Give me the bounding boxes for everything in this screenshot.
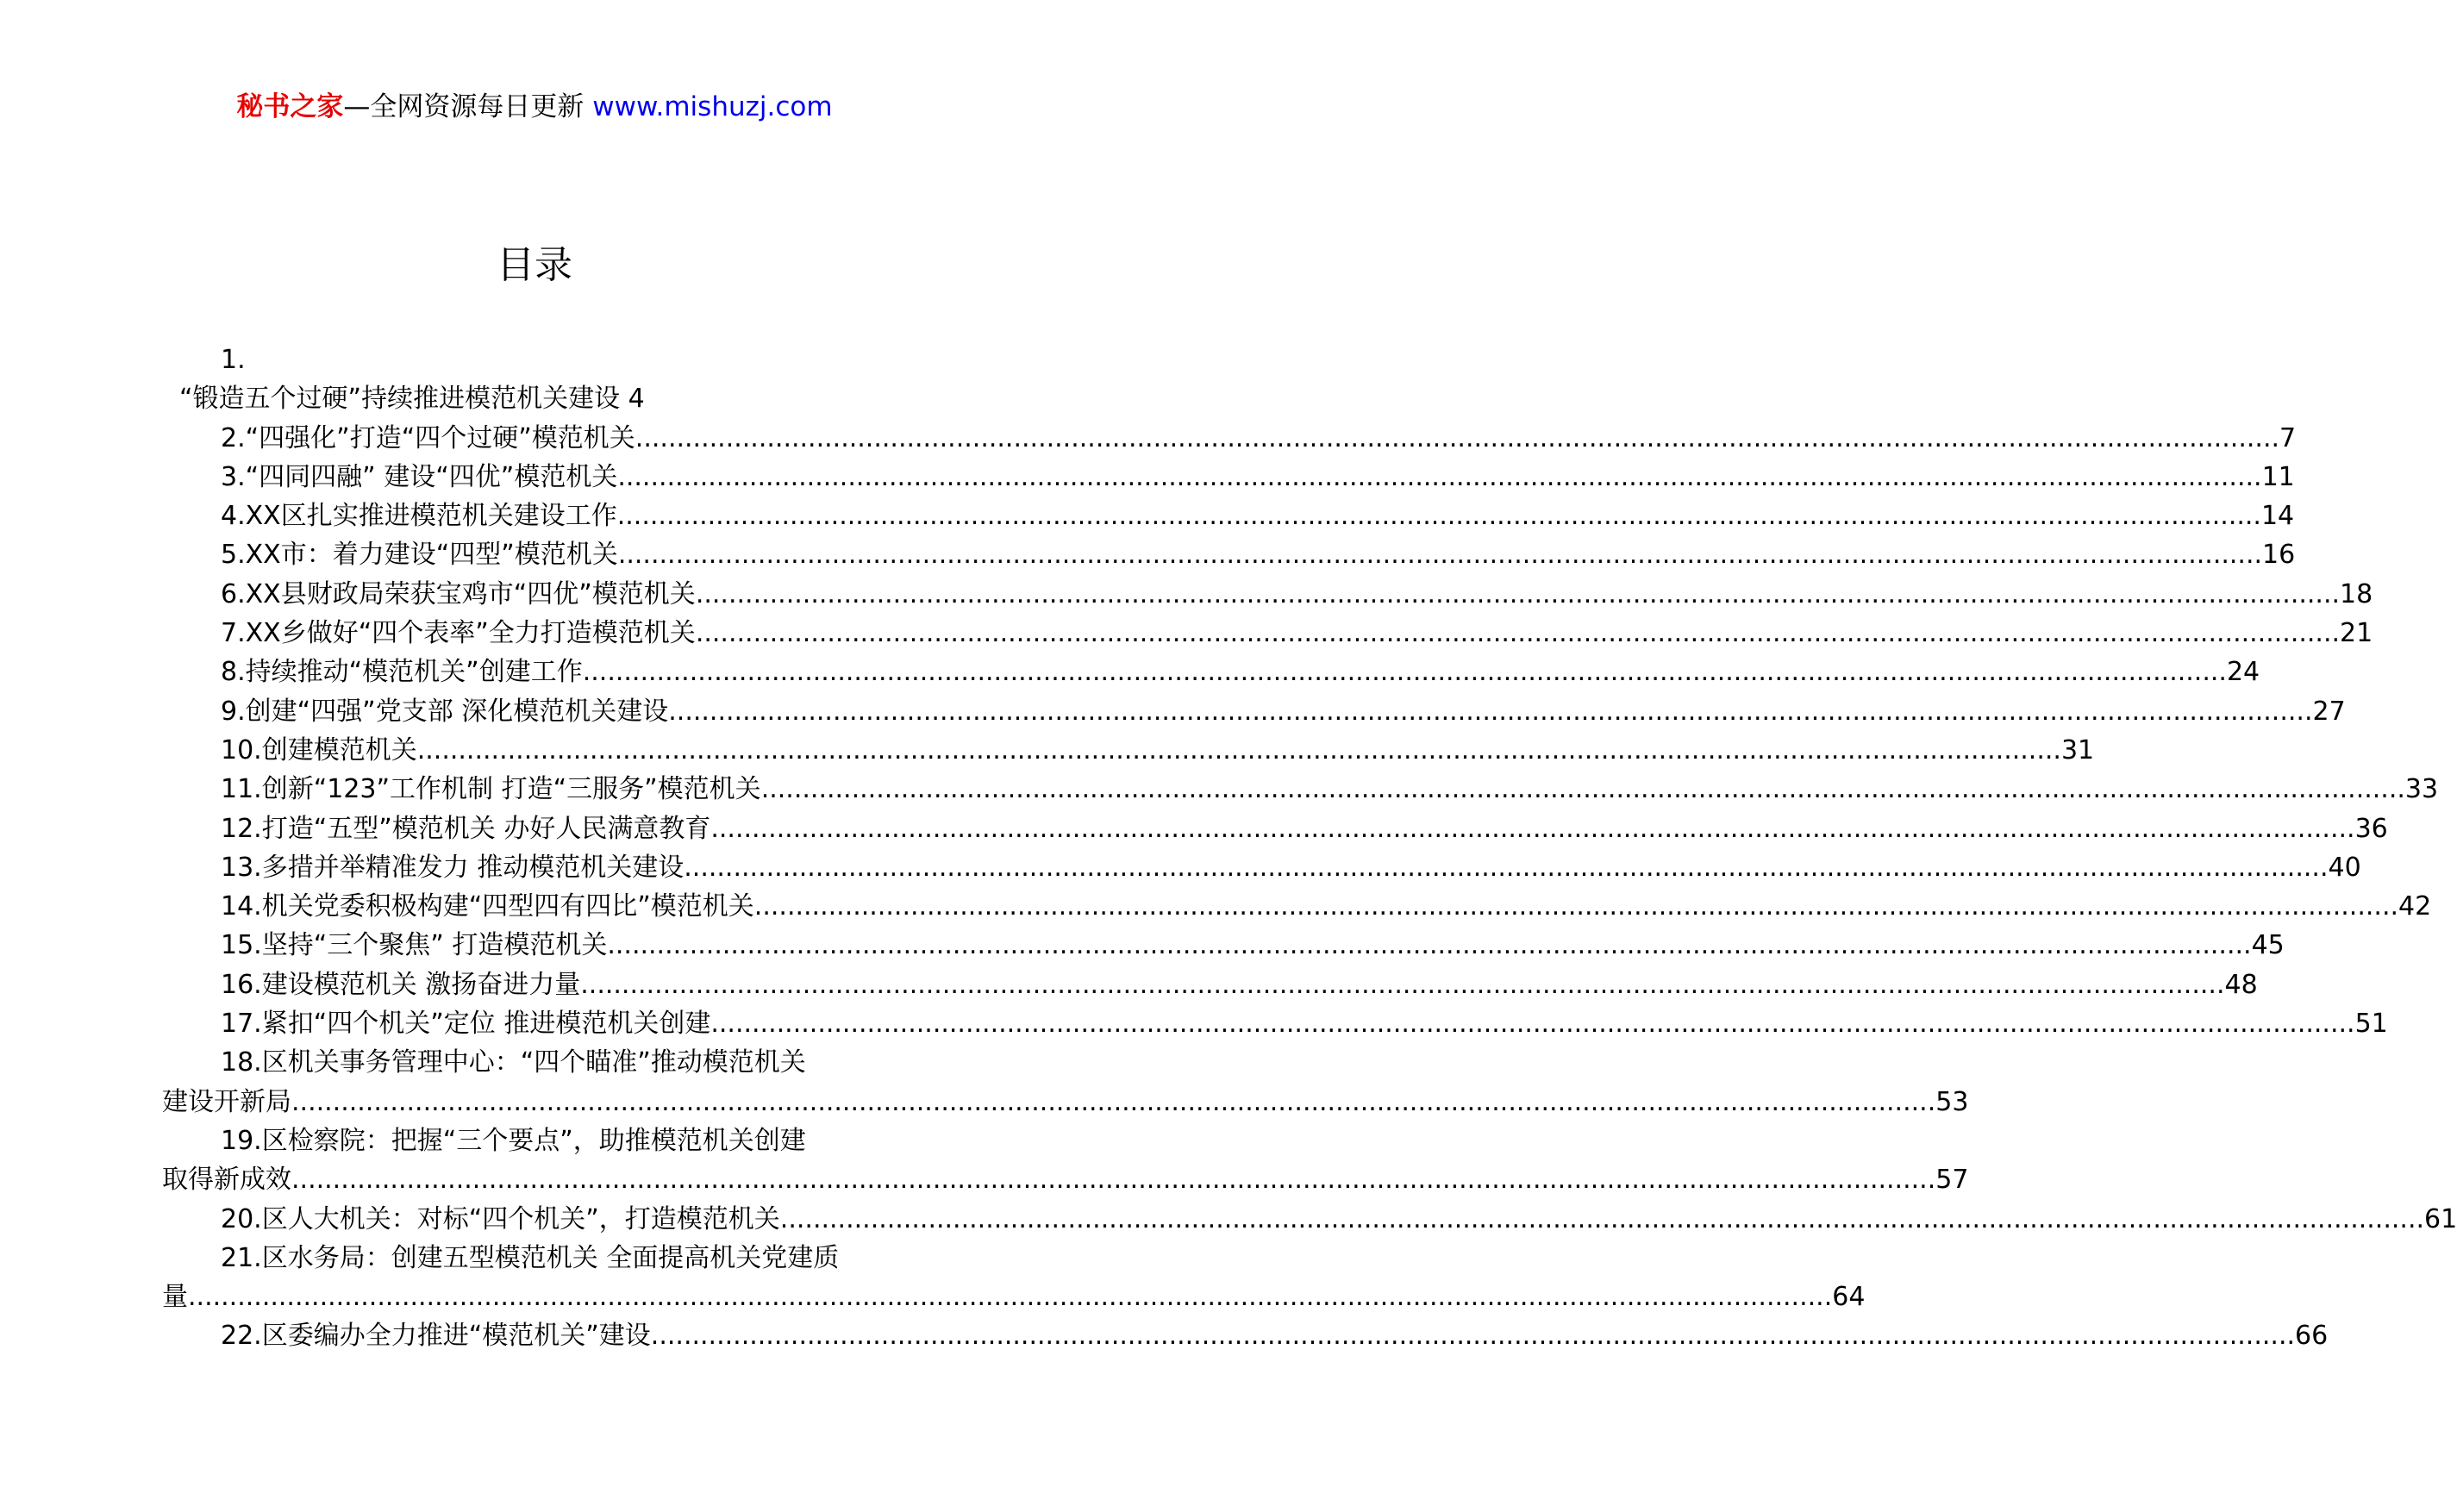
toc-entry-page-number: 31: [2060, 734, 2095, 765]
toc-entry-page-number: 33: [2404, 774, 2439, 805]
toc-dot-leader: ........................................................................................................................................................................................................: [668, 696, 2313, 727]
toc-entry-page-number: 21: [2340, 618, 2373, 649]
toc-dot-leader: ........................................................................................................................................................................................................: [753, 891, 2399, 922]
toc-entry-title: 15.坚持“三个聚焦” 打造模范机关: [221, 930, 608, 961]
toc-dot-leader: ........................................................................................................................................................................................................: [188, 1282, 1833, 1313]
toc-entry-title: 18.区机关事务管理中心：“四个瞄准”推动模范机关: [221, 1047, 806, 1078]
toc-entry-title: 16.建设模范机关 激扬奋进力量: [221, 969, 581, 1000]
toc-entry-9[interactable]: [162, 692, 2346, 731]
toc-entry-page-number: 57: [1935, 1165, 1969, 1196]
toc-entry-title: 4.XX区扎实推进模范机关建设工作: [221, 501, 617, 532]
toc-entry-title: 6.XX县财政局荣获宝鸡市“四优”模范机关: [221, 578, 696, 609]
toc-entry-1-title[interactable]: “锻造五个过硬”持续推进模范机关建设 4: [179, 384, 645, 415]
toc-dot-leader: ........................................................................................................................................................................................................: [607, 930, 2252, 961]
toc-entry-19[interactable]: [162, 1122, 908, 1160]
toc-entry-4[interactable]: [162, 497, 2295, 535]
toc-entry-page-number: 45: [2251, 930, 2285, 961]
toc-entry-page-number: 27: [2312, 696, 2346, 727]
toc-entry-8[interactable]: [162, 653, 2260, 691]
toc-entry-7[interactable]: [162, 614, 2373, 653]
toc-dot-leader: ........................................................................................................................................................................................................: [617, 461, 2262, 492]
toc-entry-title: 5.XX市：着力建设“四型”模范机关: [221, 540, 618, 571]
toc-entry-page-number: 66: [2295, 1321, 2329, 1352]
toc-entry-title: 11.创新“123”工作机制 打造“三服务”模范机关: [221, 774, 761, 805]
toc-entry-19-continuation[interactable]: [162, 1160, 1969, 1199]
toc-dot-leader: ........................................................................................................................................................................................................: [695, 618, 2341, 649]
toc-entry-title-continuation: 建设开新局: [162, 1086, 291, 1117]
toc-entry-14[interactable]: [162, 887, 2432, 926]
toc-entry-title: 21.区水务局：创建五型模范机关 全面提高机关党建质: [221, 1242, 840, 1273]
toc-entry-18[interactable]: [162, 1043, 908, 1082]
toc-entry-title: 9.创建“四强”党支部 深化模范机关建设: [221, 696, 669, 727]
page-header: [0, 90, 1069, 124]
toc-entry-16[interactable]: [162, 965, 2258, 1004]
toc-dot-leader: ........................................................................................................................................................................................................: [760, 774, 2405, 805]
toc-entry-page-number: 48: [2224, 969, 2258, 1000]
toc-entry-page-number: 7: [2279, 422, 2297, 453]
table-of-contents: [162, 341, 2457, 1356]
toc-entry-title: 17.紧扣“四个机关”定位 推进模范机关创建: [221, 1009, 711, 1040]
toc-entry-page-number: 14: [2260, 501, 2295, 532]
toc-entry-21[interactable]: [162, 1239, 908, 1278]
toc-entry-title: 2.“四强化”打造“四个过硬”模范机关: [221, 422, 635, 453]
toc-entry-page-number: 40: [2328, 852, 2361, 883]
toc-entry-12[interactable]: [162, 809, 2388, 848]
toc-entry-title: 14.机关党委积极构建“四型四有四比”模范机关: [221, 891, 754, 922]
toc-dot-leader: ........................................................................................................................................................................................................: [582, 657, 2227, 688]
header-brand: 秘书之家: [236, 91, 344, 122]
toc-entry-title: 7.XX乡做好“四个表率”全力打造模范机关: [221, 618, 696, 649]
toc-entry-title: 8.持续推动“模范机关”创建工作: [221, 657, 583, 688]
toc-dot-leader: ........................................................................................................................................................................................................: [416, 734, 2061, 765]
toc-entry-page-number: 16: [2262, 540, 2296, 571]
toc-entry-3[interactable]: [162, 458, 2295, 497]
toc-entry-page-number: 51: [2354, 1009, 2388, 1040]
toc-entry-13[interactable]: [162, 848, 2361, 887]
toc-entry-22[interactable]: [162, 1316, 2329, 1355]
toc-dot-leader: ........................................................................................................................................................................................................: [695, 578, 2341, 609]
toc-entry-title: 19.区检察院：把握“三个要点”，助推模范机关创建: [221, 1125, 806, 1156]
toc-dot-leader: ........................................................................................................................................................................................................: [580, 969, 2225, 1000]
toc-dot-leader: ........................................................................................................................................................................................................: [779, 1203, 2425, 1234]
toc-entry-17[interactable]: [162, 1004, 2388, 1043]
toc-entry-10[interactable]: [162, 731, 2095, 770]
toc-entry-title: 13.多措并举精准发力 推动模范机关建设: [221, 852, 685, 883]
toc-entry-page-number: 64: [1832, 1282, 1866, 1313]
toc-entry-page-number: 11: [2261, 461, 2295, 492]
toc-entry-page-number: 18: [2340, 578, 2373, 609]
toc-entry-2[interactable]: [162, 419, 2297, 458]
toc-entry-page-number: 53: [1935, 1086, 1969, 1117]
toc-entry-title: 20.区人大机关：对标“四个机关”，打造模范机关: [221, 1203, 780, 1234]
toc-dot-leader: ........................................................................................................................................................................................................: [291, 1086, 1936, 1117]
toc-entry-1-number-row: [162, 341, 908, 379]
toc-entry-1-title-row: [162, 379, 908, 418]
toc-dot-leader: ........................................................................................................................................................................................................: [617, 540, 2263, 571]
toc-entry-1-number: 1.: [221, 345, 246, 375]
toc-dot-leader: ........................................................................................................................................................................................................: [650, 1321, 2296, 1352]
toc-dot-leader: ........................................................................................................................................................................................................: [710, 813, 2355, 844]
toc-entry-5[interactable]: [162, 535, 2296, 574]
toc-entry-6[interactable]: [162, 575, 2373, 614]
toc-entry-title: 3.“四同四融” 建设“四优”模范机关: [221, 461, 618, 492]
toc-dot-leader: ........................................................................................................................................................................................................: [710, 1009, 2355, 1040]
page-title: 目录: [497, 243, 572, 287]
toc-entry-title: 10.创建模范机关: [221, 734, 417, 765]
toc-entry-21-continuation[interactable]: [162, 1278, 1866, 1316]
toc-dot-leader: ........................................................................................................................................................................................................: [291, 1165, 1936, 1196]
header-url-link[interactable]: www.mishuzj.com: [592, 91, 833, 122]
toc-entry-20[interactable]: [162, 1200, 2457, 1239]
toc-entry-18-continuation[interactable]: [162, 1083, 1969, 1122]
toc-entry-15[interactable]: [162, 926, 2285, 965]
toc-entry-page-number: 61: [2424, 1203, 2457, 1234]
toc-entry-page-number: 24: [2226, 657, 2260, 688]
toc-entry-title-continuation: 取得新成效: [162, 1165, 291, 1196]
toc-dot-leader: ........................................................................................................................................................................................................: [635, 422, 2280, 453]
toc-entry-page-number: 42: [2398, 891, 2432, 922]
header-tagline: —全网资源每日更新: [343, 91, 593, 122]
toc-dot-leader: ........................................................................................................................................................................................................: [684, 852, 2329, 883]
toc-entry-title: 22.区委编办全力推进“模范机关”建设: [221, 1321, 651, 1352]
toc-entry-page-number: 36: [2354, 813, 2388, 844]
toc-dot-leader: ........................................................................................................................................................................................................: [616, 501, 2261, 532]
toc-entry-title-continuation: 量: [162, 1282, 188, 1313]
toc-entry-title: 12.打造“五型”模范机关 办好人民满意教育: [221, 813, 711, 844]
toc-entry-11[interactable]: [162, 770, 2439, 809]
